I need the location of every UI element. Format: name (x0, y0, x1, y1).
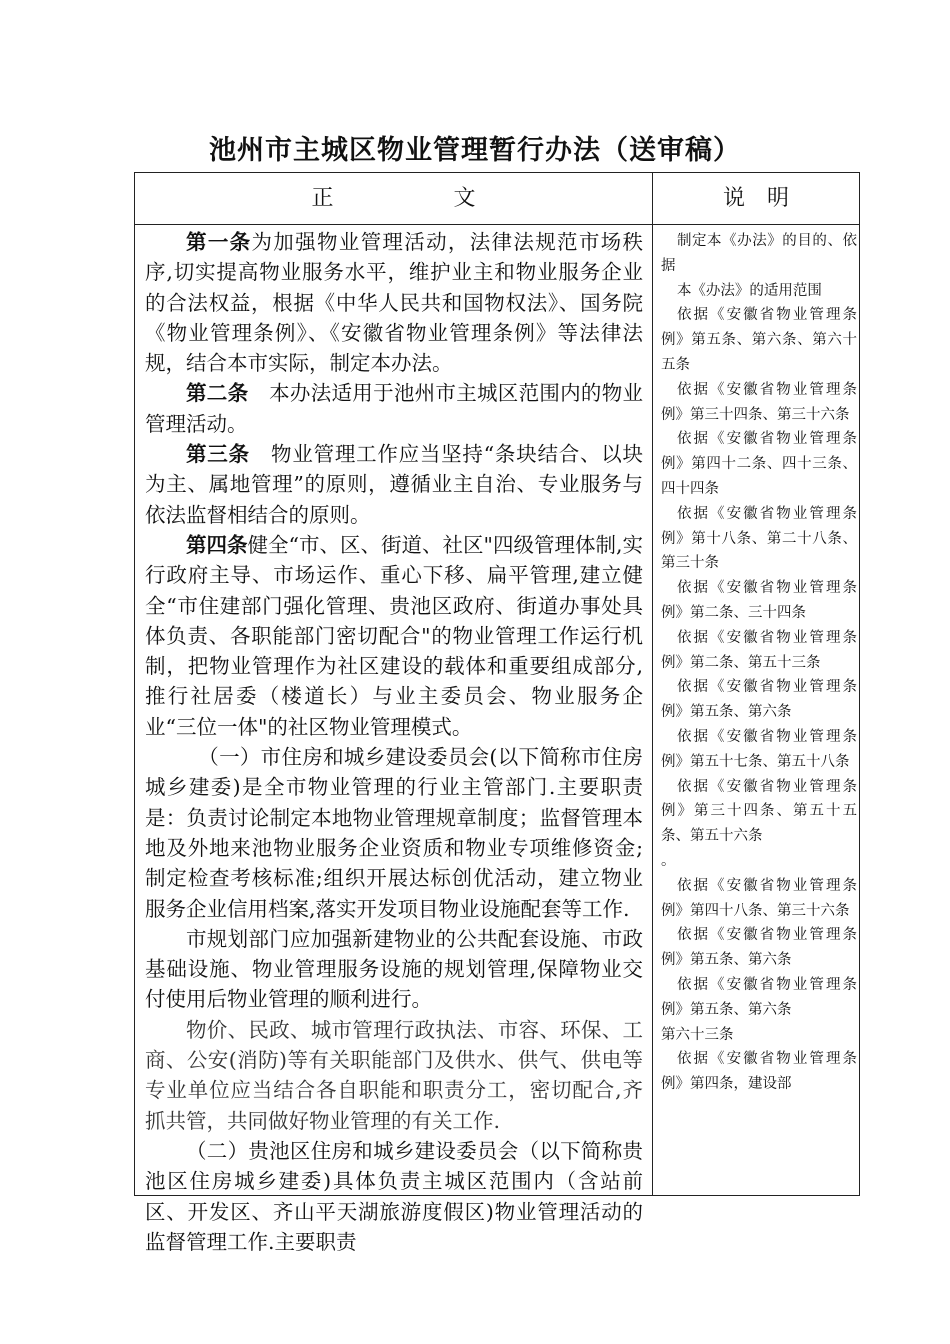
note-1: 制定本《办法》的目的、依据 (661, 233, 857, 274)
note-9: 依据《安徽省物业管理条例》第五条、第六条 (661, 679, 857, 721)
column-divider (652, 173, 653, 1195)
document-title: 池州市主城区物业管理暂行办法（送审稿） (209, 135, 741, 166)
article-2 (145, 378, 643, 439)
clause-2 (145, 1136, 643, 1257)
clause-text: （一）市住房和城乡建设委员会(以下简称市住房城乡建委)是全市物业管理的行业主管部门.主要职责是：负责讨论制定本地物业管理规章制度；监督管理本地及外地来池物业服务企业资质和物业专项维修资金;制定检查考核标准;组织开展达标创优活动，建立物业服务企业信用档案,落实开发项目物业设施配套等工作. (145, 745, 643, 921)
note-15: 依据《安徽省物业管理条例》第五条、第六条 (661, 976, 857, 1018)
departments-paragraph (145, 1015, 643, 1136)
main-text-column (145, 227, 644, 1254)
note-8: 依据《安徽省物业管理条例》第二条、第五十三条 (661, 629, 857, 671)
note-4: 依据《安徽省物业管理条例》第三十四条、第三十六条 (661, 381, 857, 423)
paragraph-text: 市规划部门应加强新建物业的公共配套设施、市政基础设施、物业管理服务设施的规划管理,保障物业交付使用后物业管理的顺利进行。 (145, 926, 643, 1012)
note-12: 。 (661, 852, 676, 869)
article-text: 本办法适用于池州市主城区范围内的物业管理活动。 (145, 381, 644, 436)
note-10: 依据《安徽省物业管理条例》第五十七条、第五十八条 (661, 728, 857, 770)
note-17: 依据《安徽省物业管理条例》第四条，建设部 (661, 1051, 857, 1093)
header-main-text: 正文 (311, 186, 596, 211)
explanation-column (661, 229, 857, 1191)
note-11: 依据《安徽省物业管理条例》第三十四条、第五十五条、第五十六条 (661, 778, 857, 845)
planning-paragraph (145, 924, 643, 1015)
article-1 (145, 227, 643, 378)
note-5: 依据《安徽省物业管理条例》第四十二条、四十三条、四十四条 (661, 431, 857, 497)
header-divider (135, 224, 859, 225)
regulation-table (134, 172, 860, 1254)
article-label: 第四条 (186, 532, 248, 557)
article-label: 第一条 (186, 230, 252, 254)
article-label: 第二条 (186, 381, 249, 406)
clause-1 (145, 742, 643, 924)
note-6: 依据《安徽省物业管理条例》第十八条、第二十八条、第三十条 (661, 505, 857, 572)
article-text: 物业管理工作应当坚持“条块结合、以块为主、属地管理”的原则，遵循业主自治、专业服务与依法监督相结合的原则。 (145, 442, 644, 527)
clause-text: （二）贵池区住房和城乡建设委员会（以下简称贵池区住房城乡建委)具体负责主城区范围内（含站前区、开发区、齐山平天湖旅游度假区)物业管理活动的监督管理工作.主要职责 (145, 1138, 643, 1254)
note-14: 依据《安徽省物业管理条例》第五条、第六条 (661, 927, 857, 969)
note-16: 第六十三条 (661, 1026, 734, 1043)
paragraph-text: 物价、民政、城市管理行政执法、市容、环保、工商、公安(消防)等有关职能部门及供水、供气、供电等专业单位应当结合各自职能和职责分工，密切配合,齐抓共管，共同做好物业管理的有关工作. (145, 1017, 643, 1133)
header-explanation: 说明 (722, 186, 811, 211)
article-3 (145, 439, 643, 530)
article-text: 为加强物业管理活动，法律法规范市场秩序,切实提高物业服务水平，维护业主和物业服务企业的合法权益，根据《中华人民共和国物权法》、国务院《物业管理条例》、《安徽省物业管理条例》等法律法规，结合本市实际，制定本办法。 (145, 230, 644, 376)
article-4 (145, 530, 643, 742)
note-3: 依据《安徽省物业管理条例》第五条、第六条、第六十五条 (661, 307, 857, 373)
note-13: 依据《安徽省物业管理条例》第四十八条、第三十六条 (661, 877, 857, 919)
note-7: 依据《安徽省物业管理条例》第二条、三十四条 (661, 580, 857, 621)
article-label: 第三条 (186, 442, 250, 467)
article-text: 健全“市、区、街道、社区"四级管理体制,实行政府主导、市场运作、重心下移、扁平管理,建立健全“市住建部门强化管理、贵池区政府、街道办事处具体负责、各职能部门密切配合"的物业管理工作运行机制，把物业管理作为社区建设的载体和重要组成部分,推行社居委（楼道长）与业主委员会、物业服务企业“三位一体"的社区物业管理模式。 (145, 532, 643, 739)
note-2: 本《办法》的适用范围 (676, 282, 822, 299)
